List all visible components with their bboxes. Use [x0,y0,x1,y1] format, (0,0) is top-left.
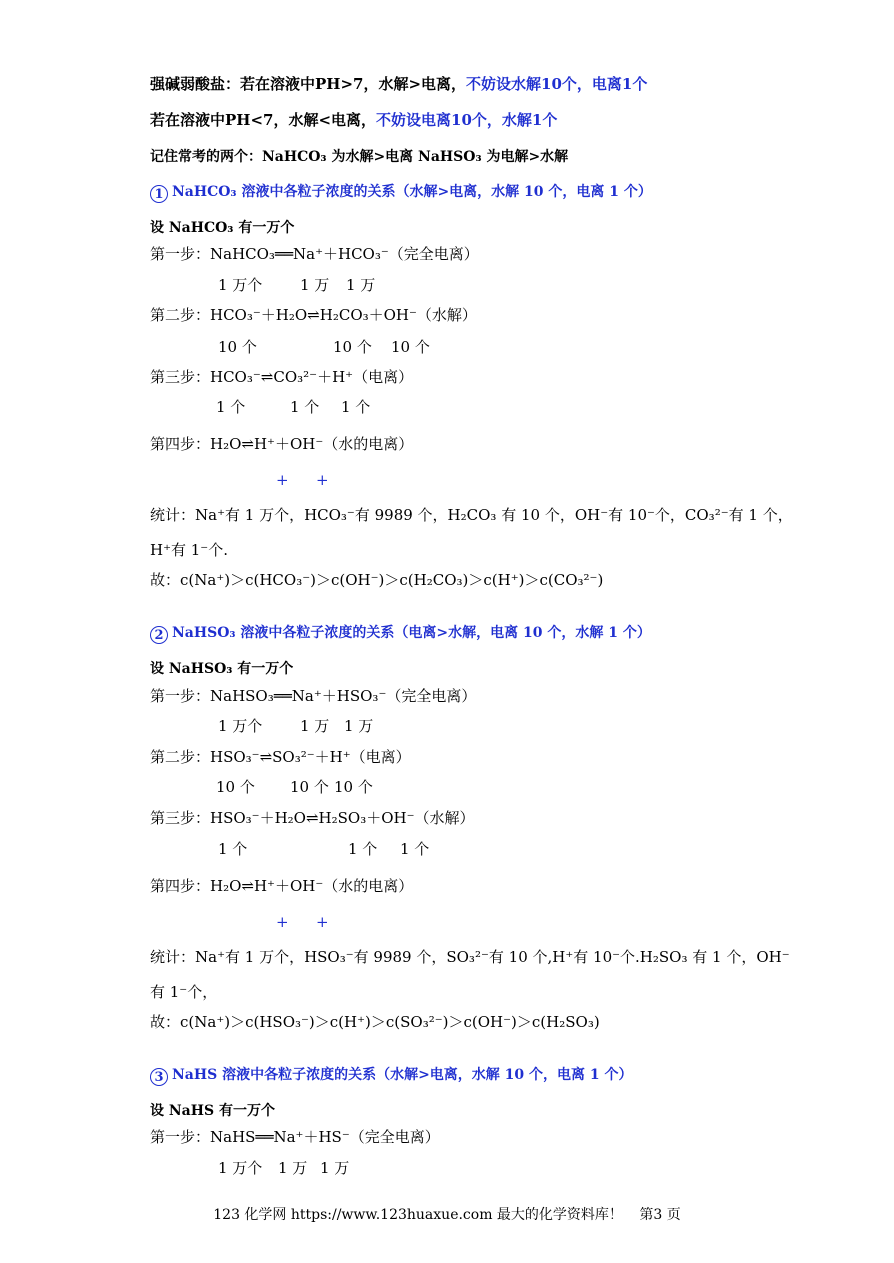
circled-number: 1 [150,185,168,203]
s2-statistics-2: 有 1⁻个， [150,983,218,1001]
s1-plus: + [276,471,289,489]
s1-step-4: 第四步：H₂O⇌H⁺＋OH⁻（水的电离） [150,435,414,453]
s3-step-1: 第一步：NaHS══Na⁺＋HS⁻（完全电离） [150,1128,440,1146]
s1-step-2-count: 10 个 [218,338,257,356]
s1-step-1-count: 1 万个 [218,276,263,294]
s1-statistics-2: H⁺有 1⁻个. [150,541,228,559]
s2-step-1-count: 1 万 [300,717,330,735]
section-1-assume: 设 NaHCO₃ 有一万个 [150,220,295,236]
s2-step-3-count: 1 个 [218,840,248,858]
s2-statistics-1: 统计：Na⁺有 1 万个，HSO₃⁻有 9989 个，SO₃²⁻有 10 个,H⁺有 10⁻个.H₂SO₃ 有 1 个，OH⁻ [150,948,790,966]
s1-plus: + [316,471,329,489]
section-title: NaHSO₃ 溶液中各粒子浓度的关系（电离>水解，电离 10 个，水解 1 个） [172,625,651,641]
s2-conclusion: 故：c(Na⁺)＞c(HSO₃⁻)＞c(H⁺)＞c(SO₃²⁻)＞c(OH⁻)＞c(H₂SO₃) [150,1013,600,1031]
section-3-heading [150,1065,633,1086]
circled-number: 3 [150,1068,168,1086]
intro-text: 若在溶液中PH<7，水解<电离， [150,111,377,129]
s1-step-3-count: 1 个 [216,398,246,416]
s2-step-1: 第一步：NaHSO₃══Na⁺＋HSO₃⁻（完全电离） [150,687,477,705]
s3-step-1-count: 1 万个 [218,1159,263,1177]
circled-number: 2 [150,626,168,644]
s3-step-1-count: 1 万 [320,1159,350,1177]
s1-conclusion: 故：c(Na⁺)＞c(HCO₃⁻)＞c(OH⁻)＞c(H₂CO₃)＞c(H⁺)＞c(CO₃²⁻) [150,571,604,589]
s1-step-2-count: 10 个 [391,338,430,356]
s1-statistics-1: 统计：Na⁺有 1 万个，HCO₃⁻有 9989 个，H₂CO₃ 有 10 个，OH⁻有 10⁻个，CO₃²⁻有 1 个， [150,506,793,524]
s1-step-1-count: 1 万 [300,276,330,294]
s2-step-4: 第四步：H₂O⇌H⁺＋OH⁻（水的电离） [150,877,414,895]
s2-plus: + [276,913,289,931]
intro-highlight: 不妨设水解10个，电离1个 [466,75,648,93]
intro-highlight: 不妨设电离10个，水解1个 [376,111,558,129]
s1-step-1-count: 1 万 [346,276,376,294]
section-3-assume: 设 NaHS 有一万个 [150,1103,275,1119]
section-2-assume: 设 NaHSO₃ 有一万个 [150,661,294,677]
intro-text: 强碱弱酸盐：若在溶液中PH>7，水解>电离， [150,75,467,93]
s2-step-1-count: 1 万 [344,717,374,735]
s2-step-1-count: 1 万个 [218,717,263,735]
section-2-heading [150,623,651,644]
s2-plus: + [316,913,329,931]
page-number: 第3 页 [639,1207,681,1223]
s2-step-3-count: 1 个 [348,840,378,858]
s1-step-3: 第三步：HCO₃⁻⇌CO₃²⁻＋H⁺（电离） [150,368,414,386]
s2-step-2-count: 10 个 [216,778,255,796]
intro-line-2 [150,110,557,130]
s2-step-2: 第二步：HSO₃⁻⇌SO₃²⁻＋H⁺（电离） [150,748,411,766]
s1-step-3-count: 1 个 [290,398,320,416]
s2-step-3-count: 1 个 [400,840,430,858]
section-1-heading [150,182,652,203]
page-footer [0,1205,894,1225]
s1-step-2-count: 10 个 [333,338,372,356]
s2-step-2-count: 10 个 [334,778,373,796]
s1-step-1: 第一步：NaHCO₃══Na⁺＋HCO₃⁻（完全电离） [150,245,479,263]
s2-step-3: 第三步：HSO₃⁻＋H₂O⇌H₂SO₃＋OH⁻（水解） [150,809,475,827]
footer-site: 123 化学网 https://www.123huaxue.com 最大的化学资料库！ [213,1207,623,1223]
intro-line-1 [150,74,647,94]
intro-line-3: 记住常考的两个：NaHCO₃ 为水解>电离 NaHSO₃ 为电解>水解 [150,149,569,165]
s1-step-3-count: 1 个 [341,398,371,416]
s3-step-1-count: 1 万 [278,1159,308,1177]
section-title: NaHS 溶液中各粒子浓度的关系（水解>电离，水解 10 个，电离 1 个） [172,1067,633,1083]
section-title: NaHCO₃ 溶液中各粒子浓度的关系（水解>电离，水解 10 个，电离 1 个） [172,184,652,200]
s1-step-2: 第二步：HCO₃⁻＋H₂O⇌H₂CO₃＋OH⁻（水解） [150,306,477,324]
s2-step-2-count: 10 个 [290,778,329,796]
